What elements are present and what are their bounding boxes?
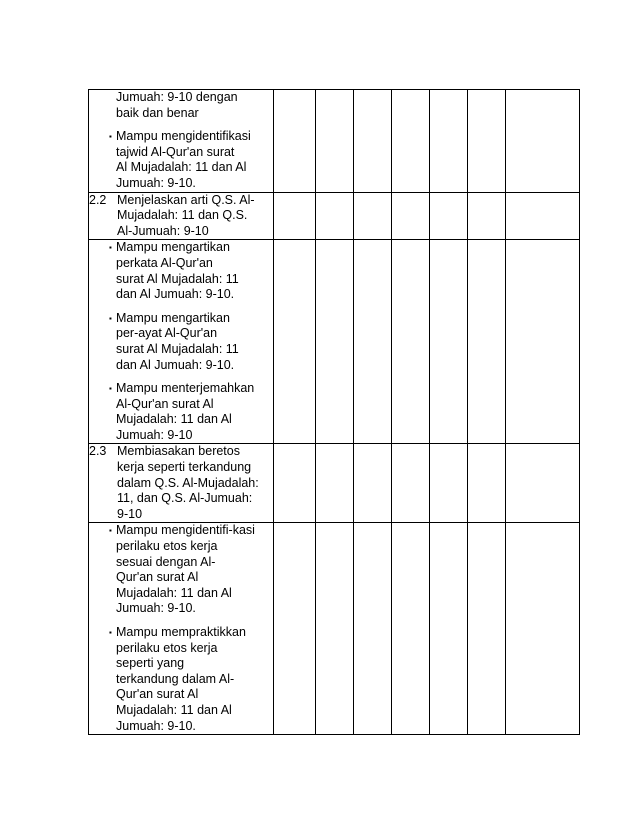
empty-cell [430,90,468,193]
empty-cell [392,240,430,444]
empty-cell [316,90,354,193]
indicator-bullet [89,240,273,302]
square-bullet-icon: ▪ [109,132,112,142]
competency-number: 2.3 [89,444,107,459]
text-line: perkata Al-Qur'an [116,255,213,270]
text-line: 11, dan Q.S. Al-Jumuah: [117,491,253,506]
indicator-bullet [89,129,273,191]
text-line: dalam Q.S. Al-Mujadalah: [117,475,259,490]
competency-text [117,444,273,522]
indicator-cell [89,523,274,735]
text-line: Jumuah: 9-10. [116,601,196,616]
text-line: dan Al Jumuah: 9-10. [116,287,235,302]
empty-cell [392,90,430,193]
empty-cell [354,90,392,193]
indicator-cell [89,90,274,193]
text-line: Mujadalah: 11 dan Al [116,412,232,427]
indicator-cell [89,192,274,240]
text-line: Jumuah: 9-10 dengan [116,90,238,104]
empty-cell [354,523,392,735]
empty-cell [316,444,354,523]
text-line: Mampu mengartikan [116,240,230,255]
empty-cell [506,192,580,240]
text-line: Al-Jumuah: 9-10 [117,223,209,238]
empty-cell [468,523,506,735]
text-line: Al-Qur'an surat Al [116,396,214,411]
table-body [89,90,580,735]
competency-text [117,193,273,240]
text-line: surat Al Mujadalah: 11 [116,271,239,286]
competency-item [89,444,273,522]
indicator-bullet [89,523,273,617]
table-row [89,192,580,240]
text-line: Jumuah: 9-10. [116,175,196,190]
square-bullet-icon: ▪ [109,313,112,323]
text-line: Mujadalah: 11 dan Al [116,585,232,600]
indicator-cell [89,240,274,444]
text-line: tajwid Al-Qur'an surat [116,144,235,159]
empty-cell [468,192,506,240]
empty-cell [274,523,316,735]
empty-cell [354,444,392,523]
competency-item [89,193,273,240]
square-bullet-icon: ▪ [109,243,112,253]
text-line: per-ayat Al-Qur'an [116,326,218,341]
text-line: perilaku etos kerja [116,539,218,554]
table-row [89,523,580,735]
text-line: Menjelaskan arti Q.S. Al- [117,192,255,207]
empty-cell [468,444,506,523]
empty-cell [468,240,506,444]
table-row [89,240,580,444]
text-line: terkandung dalam Al- [116,671,235,686]
empty-cell [468,90,506,193]
empty-cell [392,523,430,735]
table-row [89,90,580,193]
text-line: perilaku etos kerja [116,640,218,655]
text-line: Membiasakan beretos [117,444,240,459]
empty-cell [430,192,468,240]
competency-number: 2.2 [89,192,107,207]
square-bullet-icon: ▪ [109,384,112,394]
text-line: Qur'an surat Al [116,687,199,702]
empty-cell [316,192,354,240]
indicator-bullet [89,381,273,443]
empty-cell [392,192,430,240]
square-bullet-icon: ▪ [109,628,112,637]
empty-cell [274,90,316,193]
empty-cell [354,192,392,240]
empty-cell [392,444,430,523]
empty-cell [316,523,354,735]
empty-cell [354,240,392,444]
empty-cell [506,444,580,523]
text-line: dan Al Jumuah: 9-10. [116,357,235,372]
text-line: kerja seperti terkandung [117,460,252,475]
square-bullet-icon: ▪ [109,526,112,536]
empty-cell [316,240,354,444]
indicator-bullet [89,311,273,373]
empty-cell [430,523,468,735]
table-row [89,444,580,523]
empty-cell [274,192,316,240]
text-line: Qur'an surat Al [116,570,199,585]
text-line: Mampu menterjemahkan [116,381,255,396]
empty-cell [430,444,468,523]
text-line: Jumuah: 9-10 [116,427,193,442]
text-line: sesuai dengan Al- [116,554,216,569]
text-line: Mujadalah: 11 dan Al [116,702,232,717]
text-line: Mampu mengidentifikasi [116,129,251,144]
empty-cell [506,523,580,735]
text-line: seperti yang [116,656,185,671]
text-line: Mampu mengidentifi-kasi [116,523,255,538]
text-line: Al Mujadalah: 11 dan Al [116,160,247,175]
text-line: Mampu mengartikan [116,310,230,325]
text-line: surat Al Mujadalah: 11 [116,341,239,356]
empty-cell [506,90,580,193]
text-line: Mujadalah: 11 dan Q.S. [117,208,248,223]
empty-cell [274,444,316,523]
indicator-bullet [89,625,273,734]
text-line: 9-10 [117,506,143,521]
continued-text [89,90,273,121]
text-line: Mampu mempraktikkan [116,625,246,639]
empty-cell [506,240,580,444]
empty-cell [430,240,468,444]
indicator-cell [89,444,274,523]
text-line: Jumuah: 9-10. [116,718,196,733]
competency-table [88,89,580,735]
empty-cell [274,240,316,444]
text-line: baik dan benar [116,105,199,120]
